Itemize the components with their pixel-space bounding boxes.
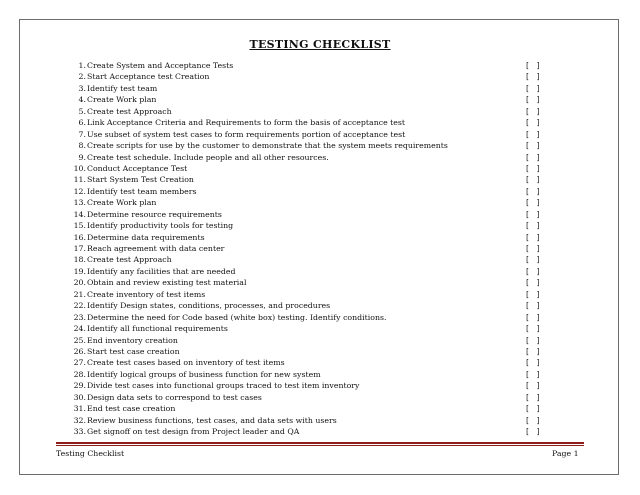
item-checkbox[interactable]: [ ]: [525, 61, 542, 70]
item-number: 6.: [78, 118, 86, 128]
item-checkbox[interactable]: [ ]: [525, 404, 542, 414]
item-text: Identify any facilities that are needed: [87, 266, 236, 276]
item-checkbox[interactable]: [ ]: [525, 312, 542, 322]
item-checkbox[interactable]: [ ]: [525, 324, 542, 334]
item-text: Identify Design states, conditions, processes, and procedures: [87, 301, 331, 311]
footer-page-number: Page 1: [552, 449, 579, 458]
checklist-item: [68, 392, 548, 403]
item-number: 19.: [73, 266, 86, 276]
checklist-item: [68, 380, 548, 391]
item-number: 26.: [73, 346, 86, 356]
item-number: 22.: [73, 301, 86, 311]
item-text: Identify productivity tools for testing: [87, 221, 234, 231]
item-number: 28.: [73, 369, 86, 379]
item-number: 13.: [73, 198, 86, 208]
checklist-item: [68, 209, 548, 220]
item-number: 10.: [73, 163, 86, 173]
item-number: 30.: [73, 392, 86, 402]
item-checkbox[interactable]: [ ]: [525, 266, 542, 276]
item-checkbox[interactable]: [ ]: [525, 346, 542, 356]
checklist-item: [68, 277, 548, 288]
item-text: Use subset of system test cases to form requirements portion of acceptance test: [87, 129, 406, 139]
item-text: Create Work plan: [87, 198, 157, 208]
item-text: Start test case creation: [87, 346, 180, 356]
item-checkbox[interactable]: [ ]: [525, 221, 542, 231]
item-number: 33.: [73, 427, 86, 436]
item-checkbox[interactable]: [ ]: [525, 163, 542, 173]
item-checkbox[interactable]: [ ]: [525, 392, 542, 402]
checklist-item: [68, 426, 548, 437]
item-number: 18.: [73, 255, 86, 265]
item-checkbox[interactable]: [ ]: [525, 152, 542, 162]
checklist-item: [68, 129, 548, 140]
item-checkbox[interactable]: [ ]: [525, 72, 542, 82]
item-checkbox[interactable]: [ ]: [525, 244, 542, 253]
item-checkbox[interactable]: [ ]: [525, 255, 542, 265]
item-number: 14.: [73, 209, 86, 219]
item-number: 17.: [73, 244, 86, 253]
item-checkbox[interactable]: [ ]: [525, 278, 542, 288]
item-text: Determine resource requirements: [87, 209, 222, 219]
item-text: Start Acceptance test Creation: [87, 72, 210, 82]
checklist-item: [68, 60, 548, 71]
item-checkbox[interactable]: [ ]: [525, 415, 542, 425]
checklist-item: [68, 117, 548, 128]
checklist-item: [68, 83, 548, 94]
item-number: 31.: [73, 404, 86, 414]
footer-document-name: Testing Checklist: [56, 449, 125, 458]
item-number: 1.: [78, 61, 86, 70]
item-checkbox[interactable]: [ ]: [525, 106, 542, 116]
item-number: 3.: [78, 83, 86, 93]
item-number: 20.: [73, 278, 86, 288]
item-checkbox[interactable]: [ ]: [525, 198, 542, 208]
checklist-item: [68, 300, 548, 311]
item-checkbox[interactable]: [ ]: [525, 209, 542, 219]
item-text: Create test schedule. Include people and all other resources.: [87, 152, 329, 162]
item-text: Divide test cases into functional groups traced to test item inventory: [87, 381, 360, 391]
item-checkbox[interactable]: [ ]: [525, 186, 542, 196]
checklist-item: [68, 163, 548, 174]
item-number: 9.: [78, 152, 86, 162]
item-text: Determine data requirements: [87, 232, 205, 242]
item-text: Create Work plan: [87, 95, 157, 105]
item-number: 5.: [78, 106, 86, 116]
item-number: 29.: [73, 381, 86, 391]
item-number: 7.: [78, 129, 86, 139]
checklist-item: [68, 335, 548, 346]
item-text: Identify all functional requirements: [87, 324, 228, 334]
checklist-item: [68, 186, 548, 197]
checklist-item: [68, 289, 548, 300]
item-text: Review business functions, test cases, and data sets with users: [87, 415, 337, 425]
item-text: Design data sets to correspond to test cases: [87, 392, 262, 402]
checklist-item: [68, 71, 548, 82]
item-checkbox[interactable]: [ ]: [525, 118, 542, 128]
item-checkbox[interactable]: [ ]: [525, 232, 542, 242]
item-checkbox[interactable]: [ ]: [525, 289, 542, 299]
item-text: Start System Test Creation: [87, 175, 194, 185]
footer-rule-thin: [56, 445, 584, 446]
checklist-item: [68, 266, 548, 277]
item-checkbox[interactable]: [ ]: [525, 83, 542, 93]
checklist-item: [68, 312, 548, 323]
item-number: 21.: [73, 289, 86, 299]
item-number: 12.: [73, 186, 86, 196]
item-text: Reach agreement with data center: [87, 244, 225, 253]
item-number: 23.: [73, 312, 86, 322]
item-text: Create scripts for use by the customer to demonstrate that the system meets requirements: [87, 141, 448, 151]
checklist-item: [68, 243, 548, 254]
item-text: Conduct Acceptance Test: [87, 163, 188, 173]
checklist-item: [68, 94, 548, 105]
item-checkbox[interactable]: [ ]: [525, 369, 542, 379]
item-text: Get signoff on test design from Project leader and QA: [87, 427, 300, 436]
checklist-item: [68, 254, 548, 265]
item-checkbox[interactable]: [ ]: [525, 141, 542, 151]
item-text: Create test Approach: [87, 106, 172, 116]
item-text: Identify test team members: [87, 186, 197, 196]
item-number: 2.: [78, 72, 86, 82]
checklist-item: [68, 403, 548, 414]
item-text: Determine the need for Code based (white box) testing. Identify conditions.: [87, 312, 387, 322]
checklist-item: [68, 152, 548, 163]
item-number: 8.: [78, 141, 86, 151]
item-number: 24.: [73, 324, 86, 334]
checklist-item: [68, 415, 548, 426]
item-number: 11.: [73, 175, 86, 185]
item-checkbox[interactable]: [ ]: [525, 301, 542, 311]
checklist-item: [68, 106, 548, 117]
item-text: Create System and Acceptance Tests: [87, 61, 234, 70]
item-text: End inventory creation: [87, 335, 178, 345]
item-checkbox[interactable]: [ ]: [525, 95, 542, 105]
checklist-item: [68, 346, 548, 357]
checklist-item: [68, 357, 548, 368]
item-checkbox[interactable]: [ ]: [525, 358, 542, 368]
item-number: 32.: [73, 415, 86, 425]
footer-rule-thick: [56, 442, 584, 444]
item-text: Link Acceptance Criteria and Requirements to form the basis of acceptance test: [87, 118, 406, 128]
item-number: 25.: [73, 335, 86, 345]
checklist-item: [68, 174, 548, 185]
item-text: Create test Approach: [87, 255, 172, 265]
checklist-item: [68, 197, 548, 208]
checklist-item: [68, 323, 548, 334]
item-text: Identify logical groups of business function for new system: [87, 369, 321, 379]
document-title: TESTING CHECKLIST: [249, 38, 391, 51]
item-text: Create inventory of test items: [87, 289, 206, 299]
item-checkbox[interactable]: [ ]: [525, 129, 542, 139]
checklist-item: [68, 140, 548, 151]
item-text: Create test cases based on inventory of test items: [87, 358, 285, 368]
checklist-item: [68, 369, 548, 380]
item-number: 27.: [73, 358, 86, 368]
checklist: [68, 60, 548, 437]
item-number: 15.: [73, 221, 86, 231]
checklist-item: [68, 220, 548, 231]
item-checkbox[interactable]: [ ]: [525, 381, 542, 391]
item-number: 16.: [73, 232, 86, 242]
item-checkbox[interactable]: [ ]: [525, 427, 542, 436]
item-text: End test case creation: [87, 404, 176, 414]
item-checkbox[interactable]: [ ]: [525, 175, 542, 185]
item-number: 4.: [78, 95, 86, 105]
item-checkbox[interactable]: [ ]: [525, 335, 542, 345]
item-text: Obtain and review existing test material: [87, 278, 247, 288]
checklist-item: [68, 232, 548, 243]
item-text: Identify test team: [87, 83, 158, 93]
